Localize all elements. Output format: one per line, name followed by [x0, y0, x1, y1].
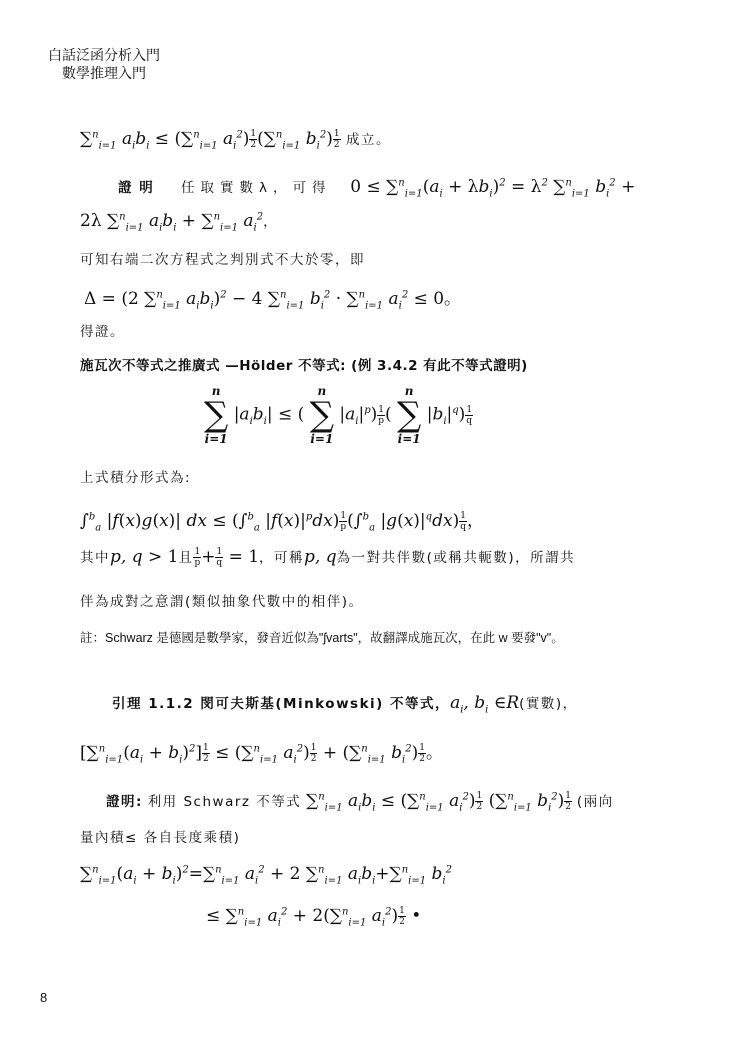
- lemma-title: 引理 1.1.2 閔可夫斯基(Minkowski) 不等式，: [112, 696, 451, 712]
- schwarz-inequality: ∑$^n_{i=1}$ $a_ib_i \le (\sum^n_{i=1}$ $a_i^2$) $\frac{1}{2}$ (∑$^n_{i=1}$ $b_i^2$) $\frac{1}{2}$ 成立。: [80, 129, 391, 152]
- discriminant-formula: Δ = (2 ∑$^n_{i=1}$ $a_ib_i)^2 - 4$ ∑$^n_{i=1}$ $b_i^2 \cdot \sum^n_{i=1}$ $a_i^2 \le 0$。: [84, 289, 462, 312]
- conj-text-d: 為一對共伴數(或稱共軛數)，所謂共: [336, 550, 576, 566]
- proof-expansion: 2λ ∑$^n_{i=1}$ $a_ib_i + \sum^n_{i=1}$ $a_i^2$，: [80, 211, 279, 234]
- proof-line: 證 明 任取實數λ，可得 $0 \le \sum^n_{i=1}(a_i + \lambda b_i)^2 = \lambda^2$ ∑$^n_{i=1}$ $b_i^2$ +: [118, 177, 636, 200]
- integral-holder: ∫$^b_a$ |f(x)g(x)| dx ≤ (∫$^b_a$ $|f(x)|^pdx$) $\frac{1}{p}$ (∫$^b_a$ $|g(x)|^qdx$) $\frac{1}{q}$ ，: [80, 511, 484, 534]
- lemma-line: 引理 1.1.2 閔可夫斯基(Minkowski) 不等式，$a_i$, $b_i$ ∈R(實數)，: [112, 693, 578, 716]
- header-title-1: 白話泛函分析入門: [48, 48, 160, 64]
- conj-text-a: 其中: [80, 550, 110, 566]
- integral-intro: 上式積分形式為:: [80, 470, 192, 486]
- footnote: 註：Schwarz 是德國是數學家，發音近似為"ʃvarts"，故翻譯成施瓦次，在此 w 要發"v"。: [80, 631, 564, 645]
- running-header: [48, 47, 160, 83]
- comma: ，: [263, 214, 279, 230]
- established-text: 成立。: [345, 132, 391, 148]
- holder-formula: n ∑ i=1 $|a_ib_i|$ ≤ ( n ∑ i=1 $|a_i|^p$) $\frac{1}{p}$ ( n ∑ i=1 $|b_i|^q$) $\frac{1}{q}$: [204, 384, 473, 446]
- discriminant-text: 可知右端二次方程式之判別式不大於零，即: [80, 252, 365, 268]
- proof-label: 證 明: [118, 180, 155, 196]
- conjugate-cont: 伴為成對之意謂(類似抽象代數中的相伴)。: [80, 594, 364, 610]
- conjugate-line: 其中p, q > 1且 $\frac{1}{p}$ + $\frac{1}{q}$ = 1，可稱p, q為一對共伴數(或稱共軛數)，所謂共: [80, 547, 576, 568]
- proof-text: 任取實數λ，可得: [180, 180, 332, 196]
- conj-text-c: ，可稱: [259, 550, 305, 566]
- proof2-line: 證明: 利用 Schwarz 不等式 ∑$^n_{i=1}$ $a_ib_i \le (\sum^n_{i=1}$ $a_i^2$) $\frac{1}{2}$ (∑$^n_{i=1}$ $b_i^2$) $\frac{1}{2}$ (兩向: [106, 791, 614, 814]
- proof2-label: 證明:: [106, 794, 143, 810]
- holder-title: 施瓦次不等式之推廣式 —Hölder 不等式: (例 3.4.2 有此不等式證明): [80, 358, 528, 374]
- expansion-step-1: $\sum^n_{i=1}(a_i + b_i)^2=\sum^n_{i=1}$ $a_i^2 + 2$ ∑$^n_{i=1}$ $a_ib_i+\sum^n_{i=1}$ $b_i^2$: [80, 864, 452, 887]
- page-number: 8: [40, 990, 48, 1005]
- minkowski-inequality: $[\sum^n_{i=1}(a_i + b_i)^2]$ $\frac{1}{2}$ ≤ (∑$^n_{i=1}$ $a_i^2$) $\frac{1}{2}$ + (∑$^n_{i=1}$ $b_i^2$) $\frac{1}{2}$ 。: [80, 743, 443, 766]
- expansion-step-2: ≤ ∑$^n_{i=1}$ $a_i^2 + 2(\sum^n_{i=1}$ $a_i^2$) $\frac{1}{2}$ •: [206, 906, 422, 929]
- lemma-tail: (實數)，: [519, 696, 578, 712]
- proof2-tail: (兩向: [576, 794, 614, 810]
- proved-text: 得證。: [80, 324, 125, 340]
- proof2-text: 利用 Schwarz 不等式: [147, 794, 302, 810]
- proof2-cont: 量內積≤ 各自長度乘積): [80, 830, 241, 846]
- header-title-2: 數學推理入門: [62, 66, 146, 82]
- conj-text-b: 且: [178, 550, 194, 566]
